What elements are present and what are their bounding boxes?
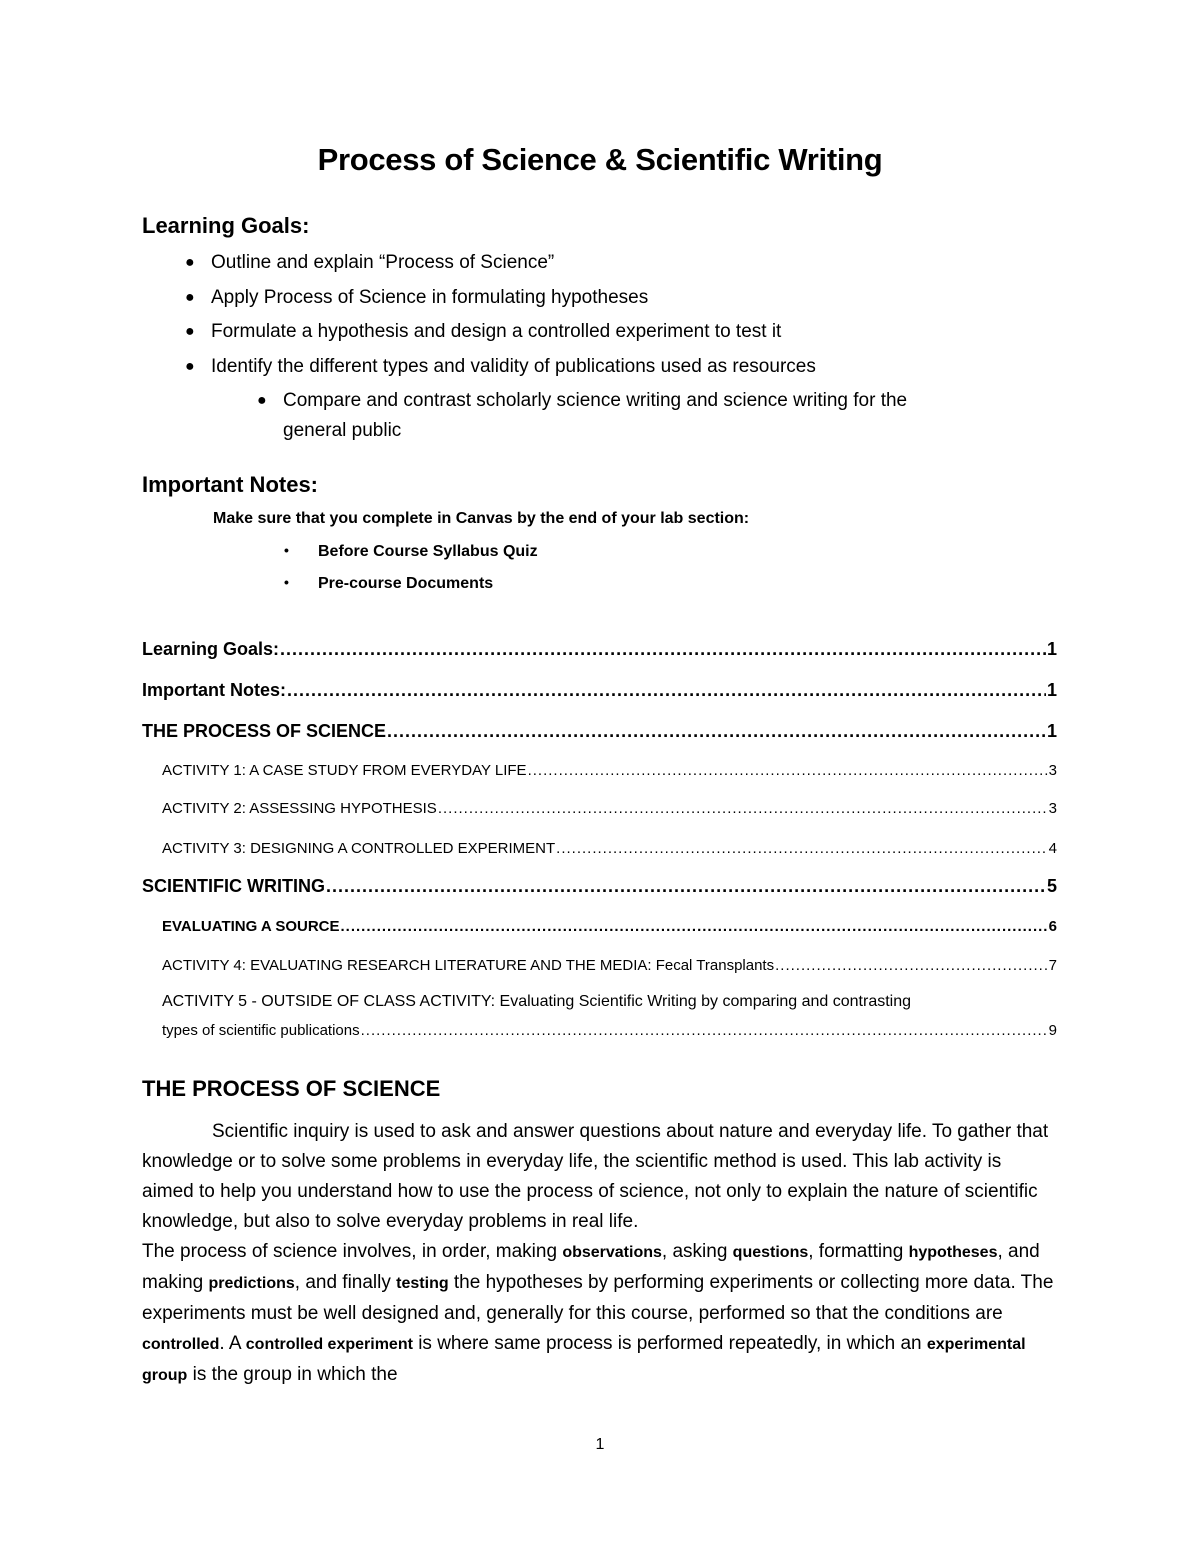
page-title: Process of Science & Scientific Writing — [317, 142, 883, 177]
toc-entry[interactable]: Learning Goals: ..... 1 — [142, 639, 1057, 660]
bullet-icon: • — [284, 574, 289, 590]
notes-intro: Make sure that you complete in Canvas by the end of your lab section: — [213, 510, 750, 527]
bullet-icon: ● — [185, 358, 195, 375]
toc-entry[interactable]: ACTIVITY 1: A CASE STUDY FROM EVERYDAY LIFE ..... 3 — [162, 762, 1057, 779]
bullet-icon: ● — [257, 392, 267, 409]
toc-entry[interactable]: THE PROCESS OF SCIENCE ..... 1 — [142, 721, 1057, 742]
page-number: 1 — [595, 1436, 605, 1453]
bullet-icon: ● — [185, 254, 195, 271]
paragraph: The process of science involves, in order, making observations, asking questions, formatting hypotheses, and making predictions, and finally testing the hypotheses by performing experiments or collecting more data. The experiments must be well designed and, generally for this course, performed so that the conditions are controlled. A controlled experiment is where same process is performed repeatedly, in which an experimental group is the group in which the — [142, 1241, 1054, 1385]
bullet-icon: ● — [185, 289, 195, 306]
bullet-icon: • — [284, 542, 289, 558]
list-item: ● Formulate a hypothesis and design a controlled experiment to test it — [211, 317, 781, 347]
sub-list-item-continued: general public — [283, 420, 402, 441]
sub-list-item: ● Compare and contrast scholarly science writing and science writing for the — [283, 386, 907, 416]
bullet-icon: ● — [185, 323, 195, 340]
toc-entry[interactable]: types of scientific publications ..... 9 — [162, 1022, 1057, 1039]
list-item: ● Outline and explain “Process of Science” — [211, 248, 554, 278]
learning-goals-heading: Learning Goals: — [142, 213, 310, 238]
toc-entry[interactable]: ACTIVITY 2: ASSESSING HYPOTHESIS ..... 3 — [162, 800, 1057, 817]
toc-entry-line1[interactable]: ACTIVITY 5 - OUTSIDE OF CLASS ACTIVITY: Evaluating Scientific Writing by comparing and contrasting — [162, 993, 912, 1010]
important-notes-heading: Important Notes: — [142, 472, 318, 497]
list-item: ● Apply Process of Science in formulating hypotheses — [211, 283, 648, 313]
paragraph: Scientific inquiry is used to ask and answer questions about nature and everyday life. To gather that knowledge or to solve some problems in everyday life, the scientific method is used. This lab activity is aimed to help you understand how to use the process of science, not only to explain the nature of scientific knowledge, but also to solve everyday problems in real life. — [142, 1121, 1049, 1232]
toc-entry[interactable]: ACTIVITY 4: EVALUATING RESEARCH LITERATURE AND THE MEDIA: Fecal Transplants ..... 7 — [162, 957, 1057, 974]
toc-entry[interactable]: ACTIVITY 3: DESIGNING A CONTROLLED EXPERIMENT ..... 4 — [162, 840, 1057, 857]
section-body — [142, 1117, 1057, 1391]
list-item: • Before Course Syllabus Quiz — [284, 542, 538, 560]
toc-entry[interactable]: Important Notes: ..... 1 — [142, 680, 1057, 701]
section-heading: THE PROCESS OF SCIENCE — [142, 1076, 441, 1101]
list-item: • Pre-course Documents — [284, 574, 494, 592]
toc-entry[interactable]: EVALUATING A SOURCE ..... 6 — [162, 918, 1057, 935]
toc-entry[interactable]: SCIENTIFIC WRITING ..... 5 — [142, 876, 1057, 897]
list-item: ● Identify the different types and validity of publications used as resources — [211, 352, 816, 382]
